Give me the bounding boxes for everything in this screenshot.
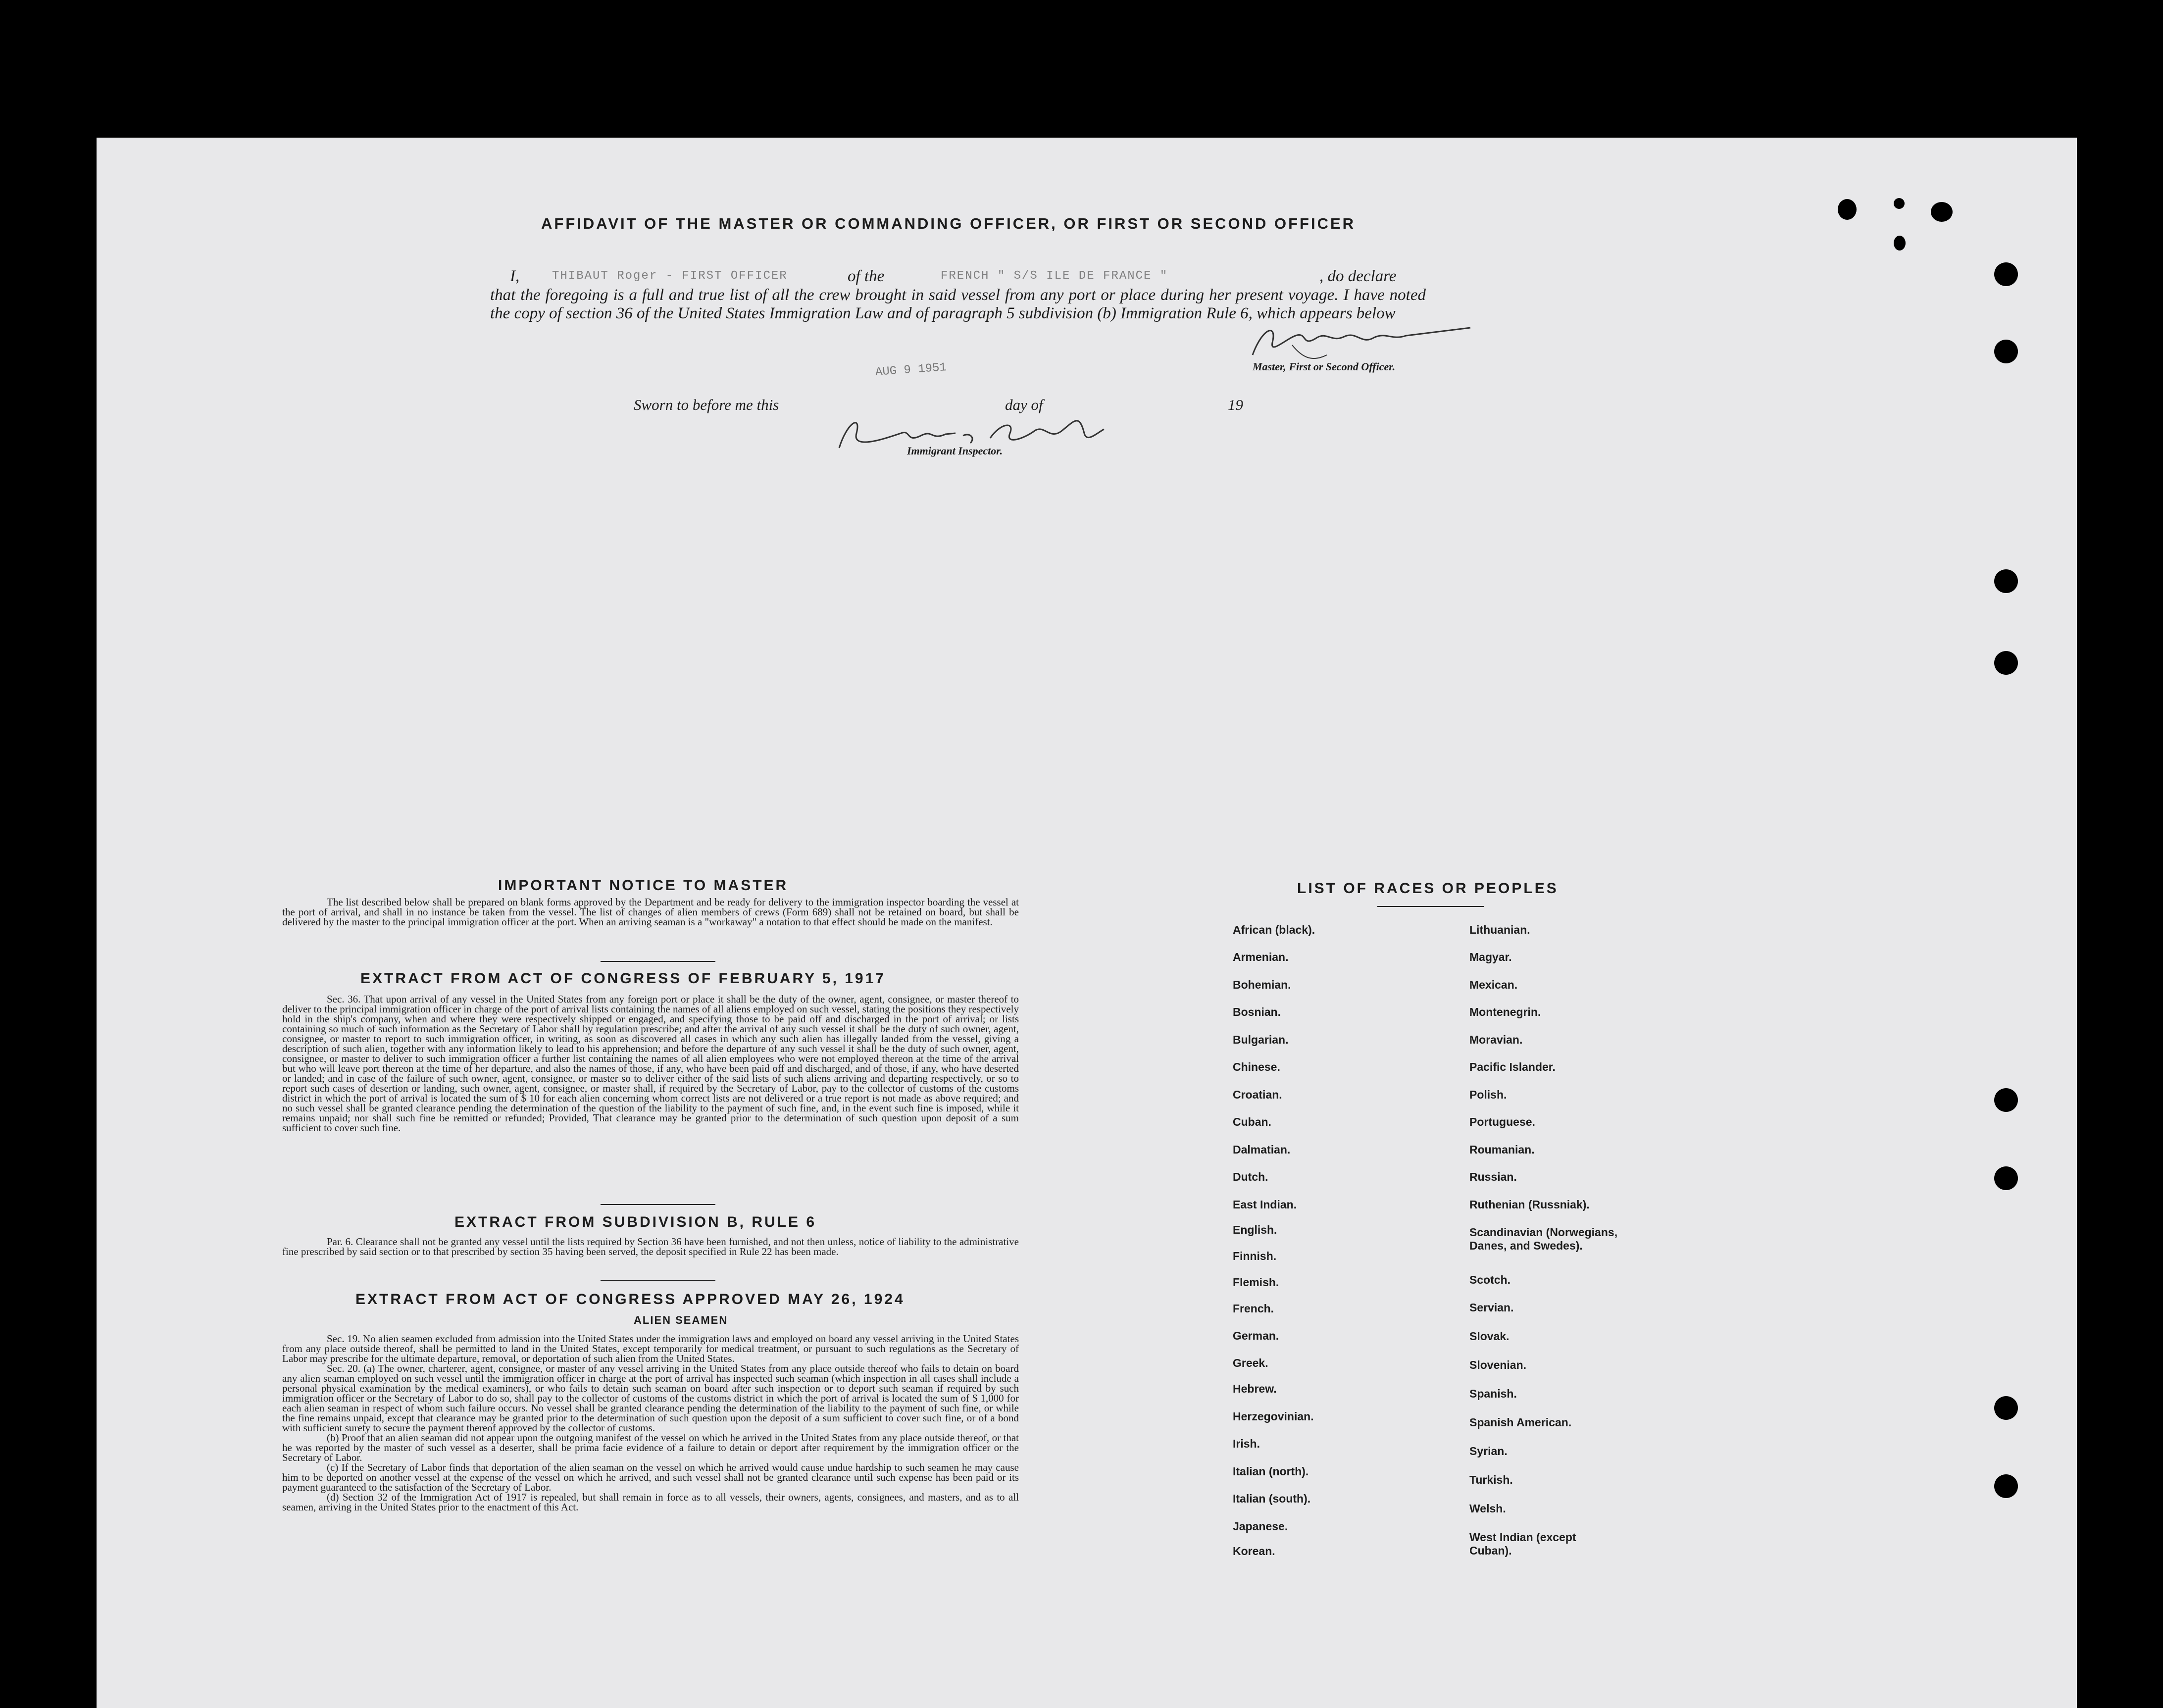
race-item: Mexican. xyxy=(1469,978,1518,991)
race-item: Slovak. xyxy=(1469,1330,1509,1343)
divider xyxy=(1377,906,1484,907)
race-item: West Indian (except Cuban). xyxy=(1469,1531,1576,1557)
punch-hole xyxy=(1994,1474,2018,1498)
race-item: Lithuanian. xyxy=(1469,923,1530,936)
race-item: Armenian. xyxy=(1233,951,1289,963)
ink-spot xyxy=(1894,236,1906,251)
punch-hole xyxy=(1994,340,2018,363)
affidavit-title: AFFIDAVIT OF THE MASTER OR COMMANDING OFFICER, OR FIRST OR SECOND OFFICER xyxy=(541,215,1356,232)
punch-hole xyxy=(1994,1396,2018,1420)
punch-hole xyxy=(1994,1088,2018,1112)
race-item: Russian. xyxy=(1469,1170,1517,1183)
race-item: Herzegovinian. xyxy=(1233,1410,1314,1423)
punch-hole xyxy=(1994,569,2018,593)
sec-20b-paragraph: (b) Proof that an alien seaman did not appear upon the outgoing manifest of the vessel on which he arrived in the United States from any place outside thereof, or that he was reported by the master of such vessel as a deserter, shall be prima facie evidence of a failure to detain or deport after requirement by the immigration officer or the Secretary of Labor. xyxy=(282,1432,1019,1463)
race-item: English. xyxy=(1233,1223,1277,1236)
race-item: Cuban. xyxy=(1233,1115,1271,1128)
race-item: Montenegrin. xyxy=(1469,1005,1541,1018)
race-item: Irish. xyxy=(1233,1437,1260,1450)
race-item: Bosnian. xyxy=(1233,1005,1281,1018)
extract-1924-title: EXTRACT FROM ACT OF CONGRESS APPROVED MAY 26, 1924 xyxy=(355,1291,905,1307)
divider xyxy=(601,1204,715,1205)
punch-hole xyxy=(1994,651,2018,675)
race-item: Syrian. xyxy=(1469,1445,1508,1457)
race-item: Finnish. xyxy=(1233,1250,1277,1262)
race-item: Scotch. xyxy=(1469,1273,1511,1286)
day-of-text: day of xyxy=(1005,396,1043,413)
affidavit-declare: , do declare xyxy=(1319,267,1397,285)
race-item: Chinese. xyxy=(1233,1060,1280,1073)
extract-1917-text xyxy=(282,994,1019,1133)
extract-1924-text xyxy=(282,1334,1019,1512)
race-item: Servian. xyxy=(1469,1301,1514,1314)
extract-rule6-text xyxy=(282,1237,1019,1256)
race-item: Italian (south). xyxy=(1233,1492,1311,1505)
extract-rule6-title: EXTRACT FROM SUBDIVISION B, RULE 6 xyxy=(454,1214,817,1230)
extract-1917-title: EXTRACT FROM ACT OF CONGRESS OF FEBRUARY 5, 1917 xyxy=(360,970,886,987)
typed-vessel-name: FRENCH " S/S ILE DE FRANCE " xyxy=(941,269,1168,283)
race-item: German. xyxy=(1233,1329,1279,1342)
sworn-text: Sworn to before me this xyxy=(634,396,779,413)
year-text: 19 xyxy=(1228,396,1243,413)
sec-20a-paragraph: Sec. 20. (a) The owner, charterer, agent, consignee, or master of any vessel arriving in the United States from any place outside thereof who fails to detain on board any alien seaman employed on such vessel until the immigration officer in charge at the port of arrival has inspected such seaman (which inspection in all cases shall include a personal physical examination by the medical examiners), or who fails to detain such seaman on board after such inspection or to deport such seaman if required by such immigration officer or the Secretary of Labor to do so, shall pay to the collector of customs of the customs district in which the port of arrival is located the sum of $ 1,000 for each alien seaman in respect of whom such failure occurs. No vessel shall be granted clearance pending the determination of the liability to the payment of such fine, or while the fine remains unpaid, except that clearance may be granted prior to the determination of such question upon the deposit of a sum sufficient to cover such fine, or of a bond with sufficient surety to secure the payment thereof approved by the collector of customs. xyxy=(282,1362,1019,1434)
race-item: Croatian. xyxy=(1233,1088,1282,1101)
affidavit-i: I, xyxy=(510,267,520,285)
race-item: Polish. xyxy=(1469,1088,1507,1101)
affidavit-of-the: of the xyxy=(848,267,885,285)
notice-title: IMPORTANT NOTICE TO MASTER xyxy=(498,877,789,894)
race-item: East Indian. xyxy=(1233,1198,1297,1211)
race-item: Scandinavian (Norwegians, Danes, and Swedes). xyxy=(1469,1226,1618,1252)
sec-20c-paragraph: (c) If the Secretary of Labor finds that deportation of the alien seaman on the vessel on which he arrived would cause undue hardship to such seamen he may cause him to be deported on another vessel at the expense of the vessel on which he arrived, and such vessel shall not be granted clearance until such expense has been paid or its payment guaranteed to the satisfaction of the Secretary of Labor. xyxy=(282,1461,1019,1493)
notice-text xyxy=(282,897,1019,927)
divider xyxy=(601,1280,715,1281)
race-item: Dutch. xyxy=(1233,1170,1268,1183)
race-item: Spanish American. xyxy=(1469,1416,1572,1429)
sec-19-paragraph: Sec. 19. No alien seamen excluded from admission into the United States under the immigration laws and employed on board any vessel arriving in the United States from any place outside thereof, shall be permitted to land in the United States, except temporarily for medical treatment, or pursuant to such regulations as the Secretary of Labor may prescribe for the ultimate departure, removal, or deportation of such alien from the United States. xyxy=(282,1333,1019,1364)
race-item: Hebrew. xyxy=(1233,1382,1277,1395)
ink-spot xyxy=(1838,199,1857,220)
officer-signature xyxy=(1243,308,1480,367)
race-item: Turkish. xyxy=(1469,1473,1513,1486)
race-item: Japanese. xyxy=(1233,1520,1288,1533)
inspector-caption: Immigrant Inspector. xyxy=(907,445,1003,457)
race-item: Korean. xyxy=(1233,1545,1275,1557)
race-item: Italian (north). xyxy=(1233,1465,1309,1478)
race-item: Roumanian. xyxy=(1469,1143,1535,1156)
ink-spot xyxy=(1894,198,1905,209)
race-item: Spanish. xyxy=(1469,1387,1517,1400)
punch-hole xyxy=(1994,262,2018,286)
race-item: Greek. xyxy=(1233,1356,1268,1369)
affidavit-body: that the foregoing is a full and true list of all the crew brought in said vessel from any port or place during her present voyage. I have noted the copy of section 36 of the United States Immigration Law and of paragraph 5 subdivision (b) Immigration Rule 6, which appears below xyxy=(490,286,1426,322)
typed-officer-name: THIBAUT Roger - FIRST OFFICER xyxy=(552,269,788,283)
races-title: LIST OF RACES OR PEOPLES xyxy=(1297,880,1559,897)
race-item: Magyar. xyxy=(1469,951,1512,963)
race-item: Flemish. xyxy=(1233,1276,1279,1289)
officer-caption: Master, First or Second Officer. xyxy=(1253,360,1396,373)
sec-20d-paragraph: (d) Section 32 of the Immigration Act of 1917 is repealed, but shall remain in force as to all vessels, their owners, agents, consignees, and masters, and as to all seamen, arriving in the United States prior to the enactment of this Act. xyxy=(282,1491,1019,1513)
punch-hole xyxy=(1994,1166,2018,1190)
alien-seamen-subtitle: ALIEN SEAMEN xyxy=(634,1314,728,1326)
race-item: Ruthenian (Russniak). xyxy=(1469,1198,1590,1211)
sec-36-paragraph: Sec. 36. That upon arrival of any vessel in the United States from any foreign port or place it shall be the duty of the owner, agent, consignee, or master thereof to deliver to the principal immigration officer in charge of the port of arrival lists containing the names of all aliens employed on such vessel, stating the positions they respectively hold in the ship's company, when and where they were respectively shipped or engaged, and specifying those to be paid off and discharged in the port of arrival; or lists containing so much of such information as the Secretary of Labor shall by regulation prescribe; and after the arrival of any such vessel it shall be the duty of such owner, agent, consignee, or master to report to such immigration officer, in writing, as soon as discovered all cases in which any such alien has illegally landed from the vessel, giving a description of such alien, together with any information likely to lead to his apprehension; and before the departure of any such vessel it shall be the duty of such owner, agent, consignee, or master to deliver to such immigration officer a further list containing the names of all alien employees who were not employed thereon at the time of the arrival but who will leave port thereon at the time of her departure, and also the names of those, if any, who have been paid off and discharged, and of those, if any, who have deserted or landed; and in case of the failure of such owner, agent, consignee, or master so to deliver either of the said lists of such aliens arriving and departing respectively, or so to report such cases of desertion or landing, such owner, agent, consignee, or master shall, if required by the Secretary of Labor, pay to the collector of customs of the customs district in which the port of arrival is located the sum of $ 10 for each alien concerning whom correct lists are not delivered or a true report is not made as above required; and no such vessel shall be granted clearance pending the determination of the question of the liability to the payment of such fine, and, in the event such fine is imposed, while it remains unpaid; nor shall such fine be remitted or refunded; Provided, That clearance may be granted prior to the determination of such question upon deposit of a sum sufficient to cover such fine. xyxy=(282,993,1019,1134)
race-item: Portuguese. xyxy=(1469,1115,1535,1128)
divider xyxy=(601,961,715,962)
race-item: Welsh. xyxy=(1469,1502,1506,1515)
race-item: African (black). xyxy=(1233,923,1315,936)
par-6-paragraph: Par. 6. Clearance shall not be granted any vessel until the lists required by Section 36 have been furnished, and not then unless, notice of liability to the administrative fine prescribed by said section or to that prescribed by section 35 having been served, the deposit specified in Rule 22 has been made. xyxy=(282,1236,1019,1257)
race-item: Pacific Islander. xyxy=(1469,1060,1556,1073)
race-item: Dalmatian. xyxy=(1233,1143,1291,1156)
date-stamp: AUG 9 1951 xyxy=(875,361,947,379)
race-item: Slovenian. xyxy=(1469,1358,1527,1371)
race-item: Moravian. xyxy=(1469,1033,1523,1046)
notice-paragraph: The list described below shall be prepared on blank forms approved by the Department and be ready for delivery to the immigration inspector boarding the vessel at the port of arrival, and shall in no instance be taken from the vessel. The list of changes of alien members of crews (Form 689) shall not be retained on board, but shall be delivered by the master to the principal immigration officer at the port. When an arriving seaman is a "workaway" a notation to that effect should be made on the manifest. xyxy=(282,896,1019,928)
race-item: French. xyxy=(1233,1302,1274,1315)
race-item: Bulgarian. xyxy=(1233,1033,1289,1046)
ink-spot xyxy=(1931,202,1953,222)
race-item: Bohemian. xyxy=(1233,978,1291,991)
